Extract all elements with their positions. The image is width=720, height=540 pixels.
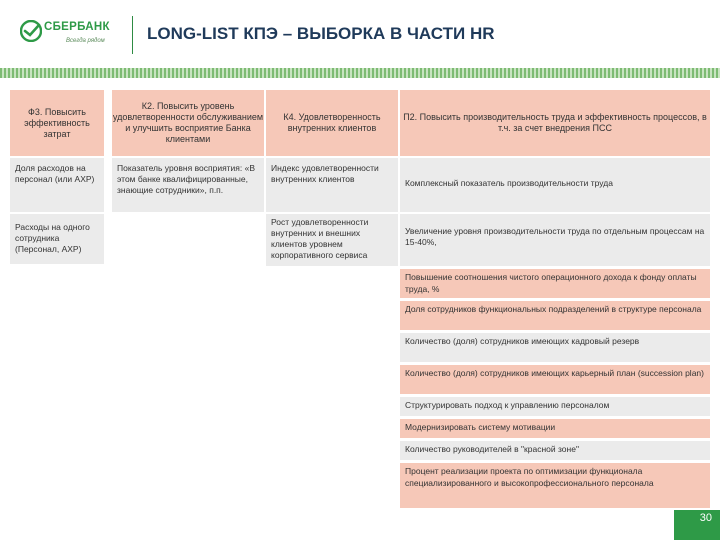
- p2-item-1-text: Комплексный показатель производительности труда: [405, 178, 613, 188]
- hr-item-3-text: Количество (доля) сотрудников имеющих кадровый резерв: [405, 336, 640, 346]
- header-k4-text: К4. Удовлетворенность внутренних клиентов: [283, 112, 381, 133]
- hr-item-3: [400, 332, 710, 362]
- sberbank-logo-icon: [20, 20, 42, 42]
- header-f3: [10, 90, 104, 156]
- f3-item-2-text: Расходы на одного сотрудника (Персонал, АХР): [15, 222, 90, 254]
- header-p2-text: П2. Повысить производительность труда и эффективность процессов, в т.ч. за счет внедрения ПСС: [403, 112, 707, 133]
- f3-item-2: [10, 214, 104, 264]
- hr-item-4-text: Количество (доля) сотрудников имеющих карьерный план (succession plan): [405, 368, 704, 378]
- hr-item-1: [400, 268, 710, 298]
- logo-tagline: Всегда рядом: [66, 38, 105, 44]
- header-p2: [400, 90, 710, 156]
- hr-item-6: [400, 418, 710, 438]
- hr-item-4: [400, 364, 710, 394]
- hr-item-7-text: Количество руководителей в "красной зоне": [405, 444, 579, 454]
- k4-item-1-text: Индекс удовлетворенности внутренних клиентов: [271, 163, 379, 184]
- k2-item-1: [112, 158, 264, 212]
- page-title: LONG-LIST КПЭ – ВЫБОРКА В ЧАСТИ HR: [147, 24, 495, 43]
- hr-item-7: [400, 440, 710, 460]
- p2-item-2-text: Увеличение уровня производительности труда по отдельным процессам на 15-40%,: [405, 226, 705, 247]
- title-divider: [132, 16, 133, 54]
- hr-item-2-text: Доля сотрудников функциональных подразделений в структуре персонала: [405, 304, 702, 314]
- p2-item-2: [400, 214, 710, 266]
- k4-item-2: [266, 214, 398, 266]
- decorative-stripe: [0, 68, 720, 78]
- k4-item-1: [266, 158, 398, 212]
- logo-name: СБЕРБАНК: [44, 21, 110, 33]
- hr-item-6-text: Модернизировать систему мотивации: [405, 422, 556, 432]
- hr-item-5-text: Структурировать подход к управлению персоналом: [405, 400, 610, 410]
- header-k4: [266, 90, 398, 156]
- page-number: 30: [674, 510, 720, 540]
- f3-item-1-text: Доля расходов на персонал (или АХР): [15, 163, 95, 184]
- header-f3-text: Ф3. Повысить эффективность затрат: [24, 106, 90, 139]
- hr-item-5: [400, 396, 710, 416]
- p2-item-1: [400, 158, 710, 212]
- f3-item-1: [10, 158, 104, 212]
- sberbank-logo: [14, 16, 126, 56]
- header-k2: [112, 90, 264, 156]
- k2-item-1-text: Показатель уровня восприятия: «В этом банке квалифицированные, знающие сотрудники», п.п.: [117, 163, 256, 195]
- hr-item-8-text: Процент реализации проекта по оптимизации функционала специализированного и высокопрофессионального персонала: [405, 466, 654, 488]
- hr-item-1-text: Повышение соотношения чистого операционного дохода к фонду оплаты труда, %: [405, 272, 697, 294]
- header-k2-text: К2. Повысить уровень удовлетворенности обслуживанием и улучшить восприятие Банка клиентами: [112, 101, 264, 144]
- hr-item-2: [400, 300, 710, 330]
- k4-item-2-text: Рост удовлетворенности внутренних и внешних клиентов уровнем корпоративного сервиса: [271, 217, 369, 260]
- hr-item-8: [400, 462, 710, 508]
